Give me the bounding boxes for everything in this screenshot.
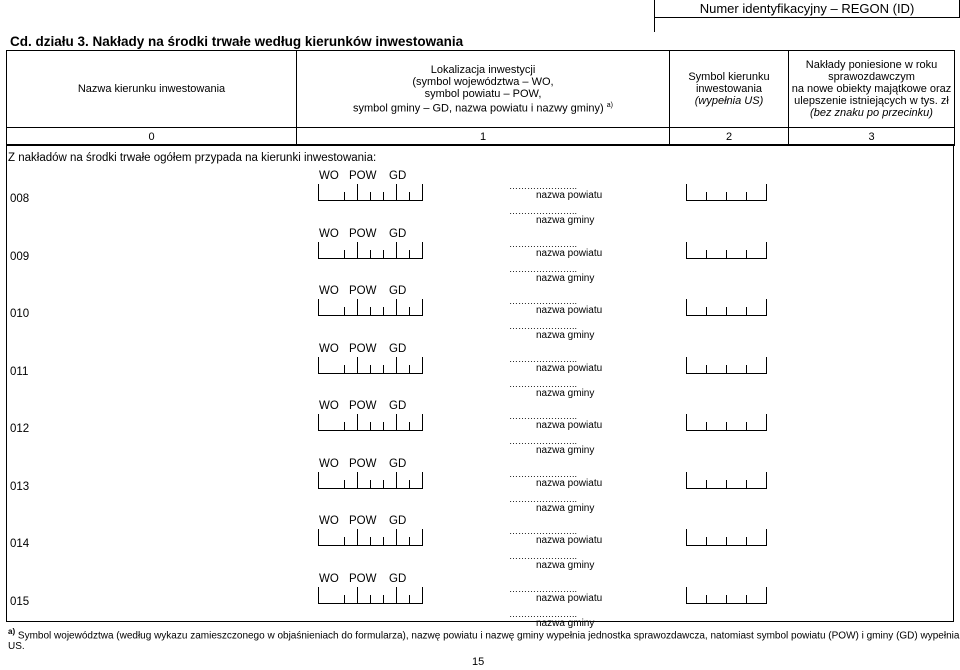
row-code: 008 — [10, 193, 30, 205]
gmina-label: nazwa gminy — [536, 330, 595, 341]
col-number: 3 — [789, 128, 955, 146]
gmina-dots[interactable]: ………………….. — [509, 608, 578, 619]
gmina-dots[interactable]: ………………….. — [509, 436, 578, 446]
powiat-label: nazwa powiatu — [536, 420, 603, 431]
row-code: 012 — [10, 423, 30, 435]
gd-label: GD — [389, 457, 407, 470]
powiat-dots[interactable]: ………………….. — [509, 583, 578, 594]
location-code-input[interactable] — [318, 587, 422, 604]
wo-label: WO — [319, 285, 339, 297]
wo-label: WO — [319, 227, 339, 240]
col2-note: (wypełnia US) — [694, 95, 764, 107]
pow-label: POW — [349, 170, 377, 182]
gmina-dots[interactable]: ………………….. — [509, 321, 578, 331]
powiat-dots[interactable]: ………………….. — [509, 411, 578, 421]
gmina-label: nazwa gminy — [536, 272, 595, 284]
location-code-input[interactable] — [318, 242, 422, 259]
col-header-lokalizacja — [297, 51, 670, 128]
col3-line: sprawozdawczym — [828, 71, 915, 83]
row-code: 014 — [10, 538, 30, 550]
gmina-dots[interactable]: ………………….. — [509, 493, 578, 504]
rows-container — [6, 168, 954, 629]
page-number: 15 — [472, 656, 485, 668]
col2-line: Symbol kierunku — [688, 71, 770, 83]
gmina-dots[interactable]: ………………….. — [509, 551, 578, 561]
regon-input-area[interactable] — [654, 18, 960, 32]
row-code: 013 — [10, 480, 30, 493]
col3-line: na nowe obiekty majątkowe oraz — [791, 83, 952, 95]
wo-label: WO — [319, 342, 339, 355]
col-header-symbol — [670, 51, 789, 128]
powiat-label: nazwa powiatu — [536, 362, 603, 374]
naklady-value-input[interactable] — [686, 472, 766, 489]
powiat-dots[interactable]: ………………….. — [509, 238, 578, 249]
naklady-value-input[interactable] — [686, 587, 766, 604]
location-code-input[interactable] — [318, 357, 422, 374]
col0-text: Nazwa kierunku inwestowania — [77, 83, 226, 95]
section-title: Cd. działu 3. Nakłady na środki trwałe według kierunków inwestowania — [10, 34, 464, 49]
col2-line: inwestowania — [695, 83, 763, 95]
powiat-dots[interactable]: ………………….. — [509, 353, 578, 364]
kierunek-row — [6, 513, 954, 570]
kierunek-row — [6, 341, 954, 398]
col-number: 0 — [7, 128, 297, 146]
col1-line: Lokalizacja inwestycji — [430, 63, 536, 76]
gmina-label: nazwa gminy — [536, 215, 595, 226]
footnote-text: Symbol województwa (według wykazu zamieszczonego w objaśnieniach do formularza), nazwę powiatu i nazwę gminy wypełnia jednostka sprawozdawcza, natomiast symbol powiatu (POW) i gminy (GD) wypełnia US. — [8, 630, 960, 653]
col-number: 2 — [670, 128, 789, 146]
pow-label: POW — [349, 342, 377, 355]
row-code: 010 — [10, 308, 30, 320]
gmina-label: nazwa gminy — [536, 617, 595, 629]
pow-label: POW — [349, 285, 377, 297]
pow-label: POW — [349, 515, 377, 527]
location-code-input[interactable] — [318, 529, 422, 546]
wo-label: WO — [319, 400, 339, 412]
naklady-value-input[interactable] — [686, 357, 766, 374]
kierunek-row — [6, 571, 954, 628]
gd-label: GD — [389, 400, 407, 412]
regon-label: Numer identyfikacyjny – REGON (ID) — [699, 1, 915, 16]
col1-sup: a) — [606, 101, 613, 109]
kierunek-row — [6, 226, 954, 283]
col3-note: (bez znaku po przecinku) — [810, 107, 933, 119]
row-code: 009 — [10, 250, 30, 263]
kierunek-row — [6, 283, 954, 340]
gd-label: GD — [389, 515, 407, 527]
gmina-label: nazwa gminy — [536, 502, 595, 514]
pow-label: POW — [349, 227, 377, 240]
pow-label: POW — [349, 572, 377, 585]
gmina-dots[interactable]: ………………….. — [509, 263, 578, 274]
location-code-input[interactable] — [318, 184, 422, 201]
gmina-dots[interactable]: ………………….. — [509, 206, 578, 216]
header-table — [6, 50, 955, 146]
wo-label: WO — [319, 457, 339, 470]
gmina-label: nazwa gminy — [536, 560, 595, 571]
footnote — [8, 627, 960, 652]
col-number: 1 — [297, 128, 670, 146]
col3-line: Nakłady poniesione w roku — [805, 59, 938, 71]
kierunek-row — [6, 168, 954, 225]
location-code-input[interactable] — [318, 472, 422, 489]
gmina-label: nazwa gminy — [536, 445, 595, 456]
powiat-dots[interactable]: ………………….. — [509, 526, 578, 536]
gd-label: GD — [389, 342, 407, 355]
wo-label: WO — [319, 170, 339, 182]
naklady-value-input[interactable] — [686, 184, 766, 201]
kierunek-row — [6, 456, 954, 513]
location-code-input[interactable] — [318, 299, 422, 316]
naklady-value-input[interactable] — [686, 299, 766, 316]
gmina-dots[interactable]: ………………….. — [509, 378, 578, 389]
row-code: 011 — [10, 365, 29, 378]
powiat-dots[interactable]: ………………….. — [509, 181, 578, 191]
naklady-value-input[interactable] — [686, 242, 766, 259]
col1-line: (symbol województwa – WO, — [412, 75, 554, 88]
naklady-value-input[interactable] — [686, 414, 766, 431]
powiat-label: nazwa powiatu — [536, 305, 603, 316]
powiat-label: nazwa powiatu — [536, 535, 603, 546]
footnote-sup: a) — [8, 627, 16, 636]
row-code: 015 — [10, 595, 30, 608]
gd-label: GD — [389, 227, 407, 240]
naklady-value-input[interactable] — [686, 529, 766, 546]
col-header-naklady — [789, 51, 955, 128]
col-header-kierunek — [7, 51, 297, 128]
powiat-label: nazwa powiatu — [536, 592, 603, 604]
powiat-label: nazwa powiatu — [536, 247, 603, 259]
powiat-dots[interactable]: ………………….. — [509, 296, 578, 306]
gd-label: GD — [389, 285, 407, 297]
gmina-label: nazwa gminy — [536, 387, 595, 399]
wo-label: WO — [319, 515, 339, 527]
kierunek-row — [6, 398, 954, 455]
regon-field[interactable] — [654, 0, 960, 18]
gd-label: GD — [389, 170, 407, 182]
wo-label: WO — [319, 572, 339, 585]
location-code-input[interactable] — [318, 414, 422, 431]
gd-label: GD — [389, 572, 407, 585]
powiat-label: nazwa powiatu — [536, 190, 603, 201]
section-label: Z nakładów na środki trwałe ogółem przypada na kierunki inwestowania: — [8, 152, 377, 164]
col1-line: symbol powiatu – POW, — [424, 87, 542, 100]
col1-line: symbol gminy – GD, nazwa powiatu i nazwy gminy) $^{a)}$ — [353, 101, 613, 115]
powiat-dots[interactable]: ………………….. — [509, 468, 578, 479]
powiat-label: nazwa powiatu — [536, 477, 603, 489]
col3-line: ulepszenie istniejących w tys. zł — [794, 95, 949, 107]
pow-label: POW — [349, 400, 377, 412]
pow-label: POW — [349, 457, 377, 470]
